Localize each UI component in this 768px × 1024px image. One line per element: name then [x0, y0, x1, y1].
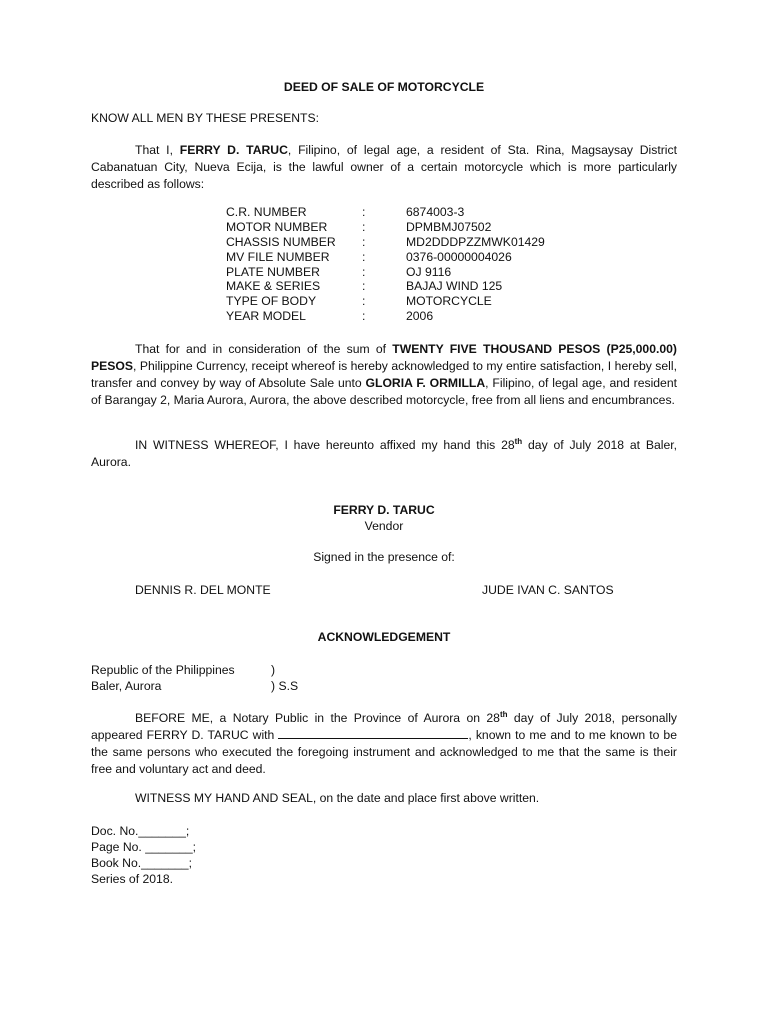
- spec-row: [226, 220, 626, 235]
- spec-label: CHASSIS NUMBER: [226, 234, 336, 249]
- spec-row: [226, 205, 626, 220]
- notary-paragraph: [91, 710, 677, 778]
- notary-text-3: , known to me and to me known to be the same persons who executed the foregoing instrument and acknowledged to me that the same is their free and voluntary act and deed.: [91, 728, 677, 776]
- spec-row: [226, 235, 626, 250]
- witness-hand-seal: WITNESS MY HAND AND SEAL, on the date and place first above written.: [135, 791, 540, 805]
- consideration-text-3: , Filipino, of legal age, and resident of Barangay 2, Maria Aurora, Aurora, the above described motorcycle, free from all liens and encumbrances.: [91, 376, 677, 407]
- venue-bracket-2: ) S.S: [271, 679, 299, 693]
- buyer-name: GLORIA F. ORMILLA: [365, 376, 486, 390]
- spec-colon: :: [362, 264, 366, 279]
- venue-country: Republic of the Philippines: [91, 663, 235, 677]
- seller-name: FERRY D. TARUC: [179, 143, 288, 157]
- spec-value: MOTORCYCLE: [406, 294, 492, 309]
- doc-number: Doc. No._______;: [91, 824, 190, 838]
- book-number: Book No._______;: [91, 856, 192, 870]
- consideration-text-1: That for and in consideration of the sum of: [135, 342, 393, 356]
- spec-colon: :: [362, 205, 366, 219]
- spec-row: [226, 279, 626, 294]
- page-number: Page No. _______;: [91, 840, 197, 854]
- sale-amount: TWENTY FIVE THOUSAND PESOS (P25,000.00) PESOS: [91, 342, 677, 373]
- ordinal-suffix: th: [499, 709, 508, 719]
- spec-colon: :: [362, 249, 366, 264]
- spec-colon: :: [362, 219, 366, 234]
- spec-row: [226, 250, 626, 265]
- consideration-paragraph: [91, 341, 677, 409]
- motorcycle-specs: [226, 205, 626, 324]
- notary-text-1: BEFORE ME, a Notary Public in the Province of Aurora on 28: [135, 711, 500, 725]
- venue-bracket-1: ): [271, 663, 276, 677]
- spec-value: 6874003-3: [406, 205, 465, 219]
- spec-colon: :: [362, 309, 366, 324]
- spec-value: MD2DDDPZZMWK01429: [406, 234, 545, 249]
- vendor-role: Vendor: [364, 519, 404, 533]
- vendor-name: FERRY D. TARUC: [333, 503, 435, 517]
- spec-value: 2006: [406, 309, 434, 324]
- venue-city: Baler, Aurora: [91, 679, 162, 693]
- spec-label: YEAR MODEL: [226, 309, 306, 324]
- spec-colon: :: [362, 294, 366, 309]
- spec-row: [226, 265, 626, 280]
- preamble: KNOW ALL MEN BY THESE PRESENTS:: [91, 111, 320, 125]
- witness-name-2: JUDE IVAN C. SANTOS: [482, 583, 614, 597]
- spec-colon: :: [362, 279, 366, 294]
- document-title: DEED OF SALE OF MOTORCYCLE: [283, 80, 485, 94]
- spec-label: C.R. NUMBER: [226, 205, 307, 219]
- spec-label: MOTOR NUMBER: [226, 219, 328, 234]
- spec-label: TYPE OF BODY: [226, 294, 317, 309]
- witness-paragraph: [91, 437, 677, 471]
- series-year: Series of 2018.: [91, 872, 173, 886]
- intro-text-2: , Filipino, of legal age, a resident of Sta. Rina, Magsaysay District Cabanatuan City, Nueva Ecija, is the lawful owner of a certain motorcycle which is more particularly described as follows:: [91, 143, 677, 191]
- intro-paragraph: [91, 142, 677, 193]
- signed-presence-text: Signed in the presence of:: [313, 550, 455, 564]
- ordinal-suffix: th: [514, 436, 523, 446]
- notary-text-2: day of July 2018, personally appeared FERRY D. TARUC with: [91, 711, 677, 742]
- acknowledgement-title: ACKNOWLEDGEMENT: [317, 630, 451, 644]
- witness-text-1: IN WITNESS WHEREOF, I have hereunto affixed my hand this 28: [135, 438, 515, 452]
- spec-colon: :: [362, 234, 366, 249]
- spec-label: MV FILE NUMBER: [226, 249, 330, 264]
- intro-text-1: That I,: [135, 143, 180, 157]
- witness-text-2: day of July 2018 at Baler, Aurora.: [91, 438, 677, 469]
- witness-name-1: DENNIS R. DEL MONTE: [135, 583, 271, 597]
- spec-label: MAKE & SERIES: [226, 279, 321, 294]
- spec-row: [226, 309, 626, 324]
- spec-label: PLATE NUMBER: [226, 264, 320, 279]
- spec-value: DPMBMJ07502: [406, 219, 492, 234]
- spec-value: OJ 9116: [406, 264, 452, 279]
- blank-underline: [278, 728, 468, 739]
- spec-value: BAJAJ WIND 125: [406, 279, 503, 294]
- consideration-text-2: , Philippine Currency, receipt whereof is hereby acknowledged to my entire satisfaction, I hereby sell, transfer and convey by way of Absolute Sale unto: [91, 359, 677, 390]
- spec-row: [226, 294, 626, 309]
- spec-value: 0376-00000004026: [406, 249, 512, 264]
